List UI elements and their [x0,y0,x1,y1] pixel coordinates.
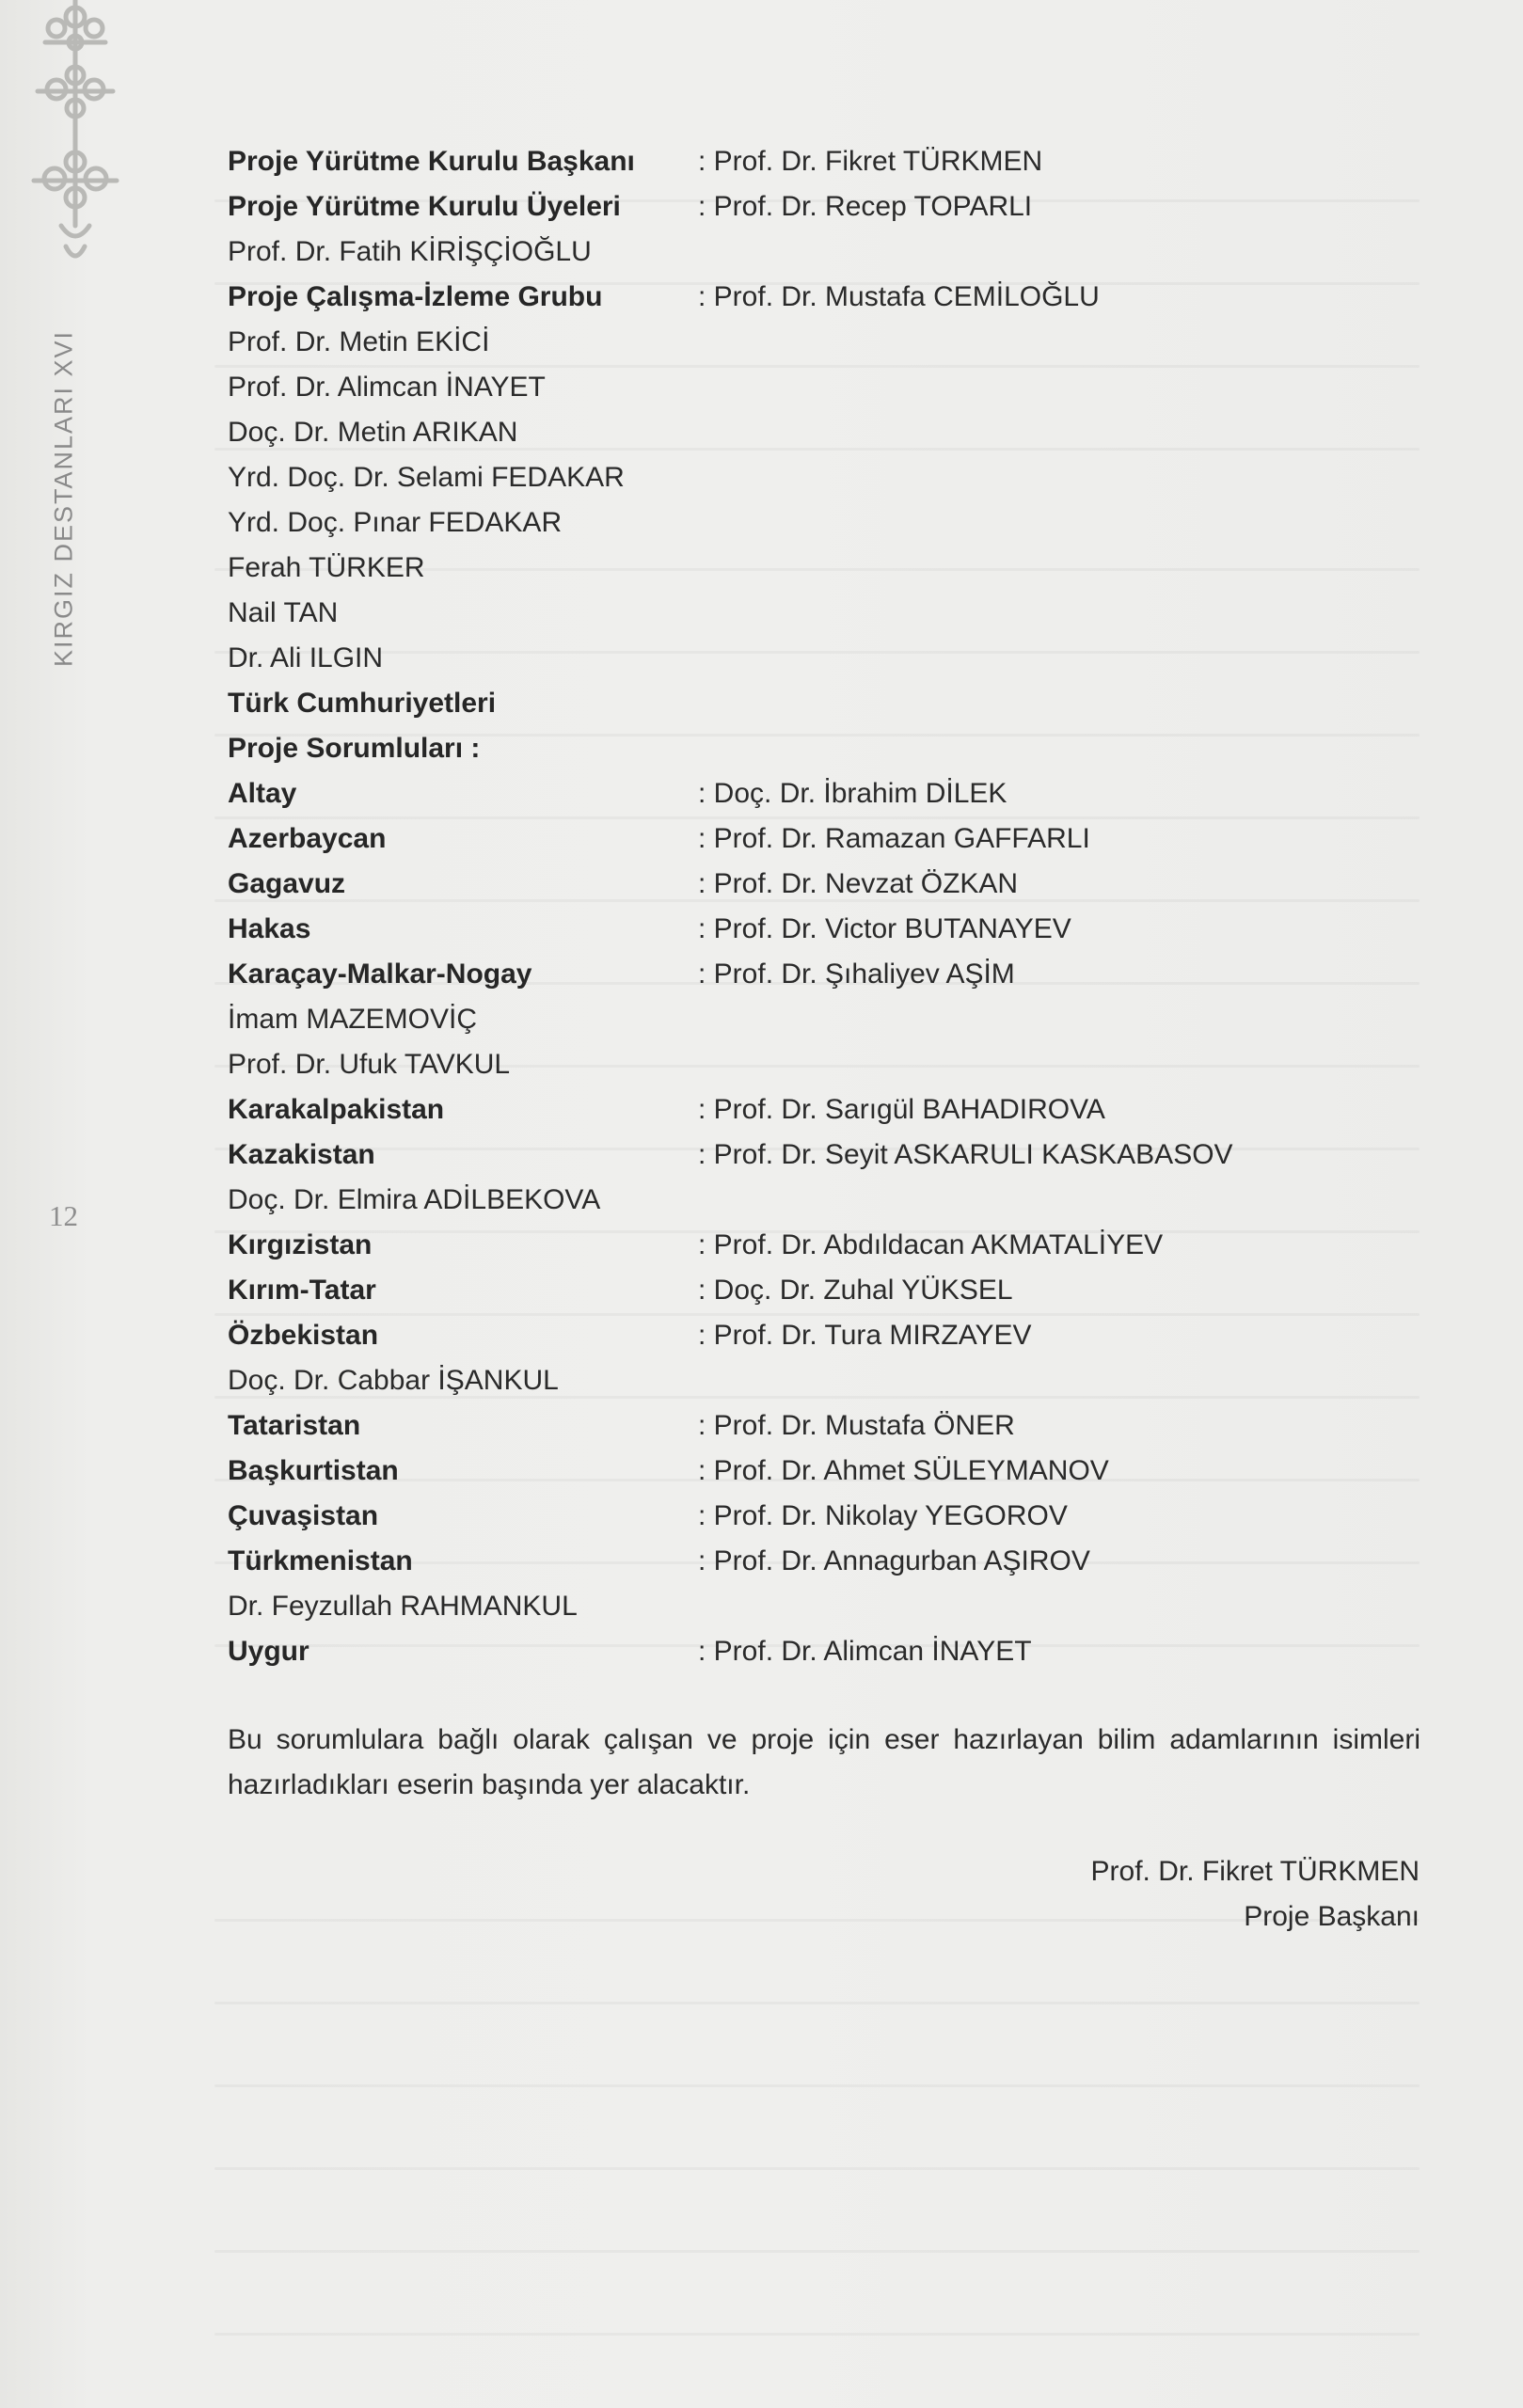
section-label: Başkurtistan [228,1455,399,1486]
member-name: İmam MAZEMOVİÇ [228,1004,478,1035]
section-label: Kazakistan [228,1139,375,1170]
member-value: : Doç. Dr. İbrahim DİLEK [698,778,1007,809]
member-name: Doç. Dr. Cabbar İŞANKUL [228,1365,559,1396]
member-value: : Prof. Dr. Nevzat ÖZKAN [698,868,1019,899]
member-row [228,455,1432,500]
member-value: : Prof. Dr. Victor BUTANAYEV [698,913,1071,944]
member-name: Prof. Dr. Fatih KİRİŞÇİOĞLU [228,236,592,267]
member-row [228,1042,1432,1087]
member-name: Yrd. Doç. Pınar FEDAKAR [228,507,563,538]
member-row [228,997,1432,1042]
member-row [228,591,1432,636]
member-value: : Prof. Dr. Abdıldacan AKMATALİYEV [698,1229,1164,1260]
member-row [228,320,1432,365]
member-row [228,1313,1432,1358]
member-value: : Prof. Dr. Annagurban AŞIROV [698,1545,1090,1576]
member-name: Dr. Feyzullah RAHMANKUL [228,1591,578,1622]
signature-role: Proje Başkanı [1244,1901,1420,1932]
member-row [228,681,1432,726]
member-row [228,1223,1432,1268]
member-name: Prof. Dr. Ufuk TAVKUL [228,1049,511,1080]
member-value: : Prof. Dr. Mustafa ÖNER [698,1410,1015,1441]
member-row [228,1403,1432,1449]
member-row [228,500,1432,546]
member-row [228,1539,1432,1584]
member-row [228,862,1432,907]
member-row [228,1133,1432,1178]
member-name: Nail TAN [228,597,339,628]
member-row [228,410,1432,455]
member-value: : Prof. Dr. Alimcan İNAYET [698,1636,1032,1667]
member-row [228,1494,1432,1539]
member-row [228,1268,1432,1313]
member-row [228,546,1432,591]
section-label: Proje Çalışma-İzleme Grubu [228,281,603,312]
member-value: : Prof. Dr. Fikret TÜRKMEN [698,146,1043,177]
member-row [228,139,1432,184]
section-label: Proje Sorumluları : [228,733,481,764]
section-label: Tataristan [228,1410,361,1441]
page-number: 12 [49,1199,78,1232]
member-value: : Prof. Dr. Mustafa CEMİLOĞLU [698,281,1100,312]
member-row [228,1358,1432,1403]
section-label: Proje Yürütme Kurulu Başkanı [228,146,635,177]
section-label: Karakalpakistan [228,1094,445,1125]
member-row [228,1178,1432,1223]
member-name: Ferah TÜRKER [228,552,425,583]
running-title [36,310,92,687]
decorative-knot-ornament-icon [28,0,122,282]
section-label: Türk Cumhuriyetleri [228,688,497,719]
section-label: Altay [228,778,297,809]
member-value: : Prof. Dr. Sarıgül BAHADIROVA [698,1094,1105,1125]
member-name: Doç. Dr. Elmira ADİLBEKOVA [228,1184,601,1215]
member-value: : Prof. Dr. Şıhaliyev AŞİM [698,958,1015,990]
running-title-text: KIRGIZ DESTANLARI XVI [49,329,78,668]
member-value: : Prof. Dr. Ahmet SÜLEYMANOV [698,1455,1109,1486]
member-row [228,952,1432,997]
member-value: : Prof. Dr. Tura MIRZAYEV [698,1320,1032,1351]
section-label: Kırgızistan [228,1229,373,1260]
signature-block [1091,1849,1420,1940]
section-label: Proje Yürütme Kurulu Üyeleri [228,191,621,222]
member-row [228,230,1432,275]
member-name: Yrd. Doç. Dr. Selami FEDAKAR [228,462,625,493]
member-name: Prof. Dr. Alimcan İNAYET [228,372,546,403]
signature-name: Prof. Dr. Fikret TÜRKMEN [1090,1856,1420,1887]
section-label: Azerbaycan [228,823,387,854]
member-row [228,1087,1432,1133]
member-row [228,1449,1432,1494]
section-label: Uygur [228,1636,309,1667]
member-row [228,636,1432,681]
project-member-list [228,139,1432,1674]
member-name: Doç. Dr. Metin ARIKAN [228,417,518,448]
member-row [228,726,1432,771]
member-name: Prof. Dr. Metin EKİCİ [228,326,490,357]
section-label: Özbekistan [228,1320,379,1351]
member-row [228,816,1432,862]
member-value: : Prof. Dr. Seyit ASKARULI KASKABASOV [698,1139,1233,1170]
section-label: Gagavuz [228,868,346,899]
member-value: : Doç. Dr. Zuhal YÜKSEL [698,1275,1013,1306]
member-value: : Prof. Dr. Ramazan GAFFARLI [698,823,1090,854]
member-value: : Prof. Dr. Nikolay YEGOROV [698,1500,1068,1531]
member-name: Dr. Ali ILGIN [228,642,384,673]
closing-paragraph: Bu sorumlulara bağlı olarak çalışan ve proje için eser hazırlayan bilim adamlarının isimleri hazırladıkları eserin başında yer alacaktır. [228,1724,1420,1800]
section-label: Türkmenistan [228,1545,413,1576]
section-label: Karaçay-Malkar-Nogay [228,958,532,990]
member-row [228,365,1432,410]
section-label: Kırım-Tatar [228,1275,376,1306]
section-label: Hakas [228,913,311,944]
member-row [228,771,1432,816]
member-row [228,1629,1432,1674]
member-row [228,275,1432,320]
member-row [228,1584,1432,1629]
member-value: : Prof. Dr. Recep TOPARLI [698,191,1033,222]
section-label: Çuvaşistan [228,1500,379,1531]
member-row [228,184,1432,230]
member-row [228,907,1432,952]
